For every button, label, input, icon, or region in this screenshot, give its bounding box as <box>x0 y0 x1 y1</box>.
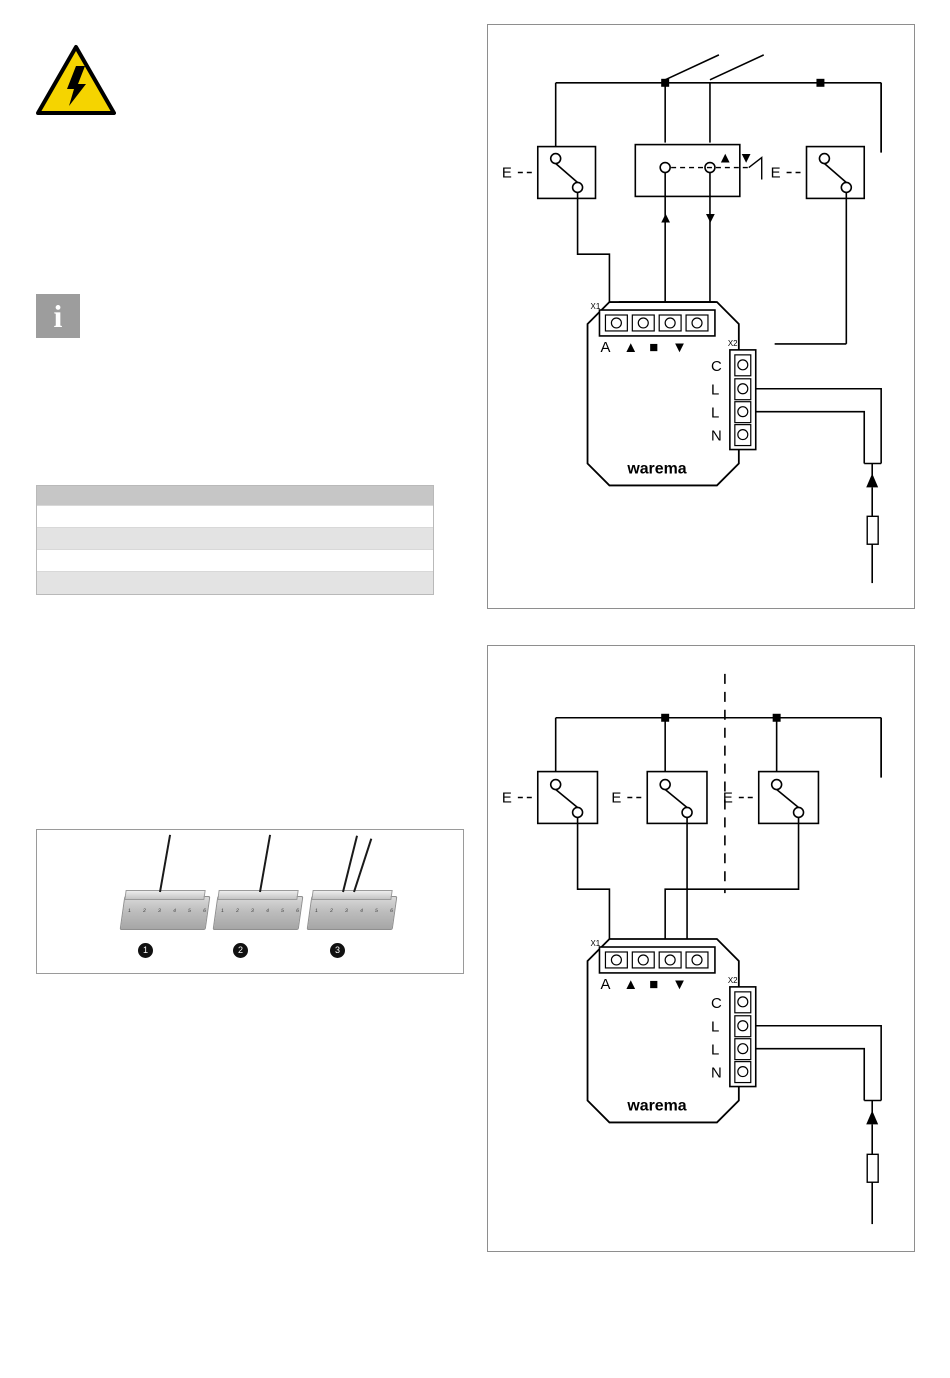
junction-node <box>661 714 669 722</box>
external-switch-left <box>502 147 596 199</box>
connector-plug-3 <box>309 888 395 930</box>
terminal-label-up: ▲ <box>623 338 639 356</box>
pin-label: 3 <box>250 908 255 914</box>
pin-label: 2 <box>235 908 240 914</box>
terminal-label-stop: ■ <box>649 338 659 356</box>
symbol-down-terminal: ▼ <box>702 209 718 227</box>
pin-label: 5 <box>187 908 192 914</box>
terminal-label-l1: L <box>710 381 720 399</box>
external-switch-right <box>723 772 819 824</box>
terminal-label-a: A <box>600 975 611 993</box>
cable-arrow <box>866 1110 878 1124</box>
pin-label: 3 <box>344 908 349 914</box>
terminal-label-stop: ■ <box>649 975 659 993</box>
label-x1: X1 <box>590 302 601 312</box>
pin-label: 2 <box>329 908 334 914</box>
terminal-label-n: N <box>710 427 722 445</box>
junction-node <box>773 714 781 722</box>
pin-label: 1 <box>127 908 132 914</box>
terminal-label-n: N <box>710 1064 722 1082</box>
connector-badge-2 <box>233 943 248 958</box>
external-switch-middle <box>611 772 707 824</box>
connector-wire <box>159 835 171 892</box>
connector-pin-numbers <box>221 908 300 914</box>
connector-pin-numbers <box>128 908 207 914</box>
table-row <box>37 528 433 550</box>
table-row <box>37 506 433 528</box>
terminal-label-a: A <box>600 338 611 356</box>
switch-label-e: E <box>501 789 512 807</box>
terminal-label-l2: L <box>710 1041 720 1059</box>
junction-node <box>661 79 669 87</box>
actuator-device <box>588 939 756 1122</box>
high-voltage-warning-icon <box>36 44 116 116</box>
terminal-label-c: C <box>710 357 722 375</box>
table-row <box>37 550 433 572</box>
terminal-label-l2: L <box>710 404 720 422</box>
connector-plug-1 <box>122 888 208 930</box>
connector-badge-1 <box>138 943 153 958</box>
table-header-row <box>37 486 433 506</box>
external-switch-left <box>502 772 598 824</box>
pin-label: 6 <box>389 908 394 914</box>
terminal-label-l1: L <box>710 1018 720 1036</box>
pin-label: 6 <box>202 908 207 914</box>
connector-wire <box>259 835 271 892</box>
spec-table <box>36 485 434 595</box>
terminal-label-up: ▲ <box>623 975 639 993</box>
switch-label-e: E <box>722 789 733 807</box>
connector-pin-numbers <box>315 908 394 914</box>
terminal-label-down: ▼ <box>672 338 687 356</box>
device-brand: warema <box>627 1097 687 1115</box>
pin-label: 5 <box>280 908 285 914</box>
pin-label: 1 <box>220 908 225 914</box>
switch-label-e: E <box>611 789 622 807</box>
terminal-label-c: C <box>710 994 722 1012</box>
switch-label-e: E <box>770 164 781 182</box>
pin-label: 2 <box>142 908 147 914</box>
central-up-down-switch <box>635 145 761 227</box>
pin-label: 5 <box>374 908 379 914</box>
junction-node <box>816 79 824 87</box>
connector-badge-3 <box>330 943 345 958</box>
cable-arrow <box>866 473 878 487</box>
label-x1: X1 <box>590 939 601 949</box>
connector-wire <box>353 838 372 892</box>
symbol-up-terminal: ▲ <box>658 209 673 227</box>
information-icon-glyph: i <box>53 298 63 334</box>
pin-label: 4 <box>265 908 270 914</box>
badge-label: 1 <box>142 945 148 955</box>
wiring-diagram-bottom <box>487 645 915 1252</box>
wiring-diagram-top <box>487 24 915 609</box>
badge-label: 3 <box>334 945 340 955</box>
cable-symbol <box>867 1154 878 1182</box>
symbol-up: ▲ <box>717 149 733 167</box>
cable-symbol <box>867 516 878 544</box>
pin-label: 6 <box>295 908 300 914</box>
pin-label: 1 <box>314 908 319 914</box>
label-x2: X2 <box>727 338 738 348</box>
symbol-down: ▼ <box>738 149 754 167</box>
actuator-device <box>588 302 756 485</box>
terminal-label-down: ▼ <box>672 975 687 993</box>
table-row <box>37 572 433 594</box>
device-brand: warema <box>627 460 687 478</box>
pin-label: 4 <box>359 908 364 914</box>
external-switch-right <box>771 147 865 199</box>
information-icon <box>36 294 80 338</box>
label-x2: X2 <box>727 975 738 985</box>
switch-label-e: E <box>501 164 512 182</box>
connector-top <box>124 890 205 900</box>
badge-label: 2 <box>237 945 243 955</box>
connector-photo <box>36 829 464 974</box>
pin-label: 3 <box>157 908 162 914</box>
connector-plug-2 <box>215 888 301 930</box>
pin-label: 4 <box>172 908 177 914</box>
